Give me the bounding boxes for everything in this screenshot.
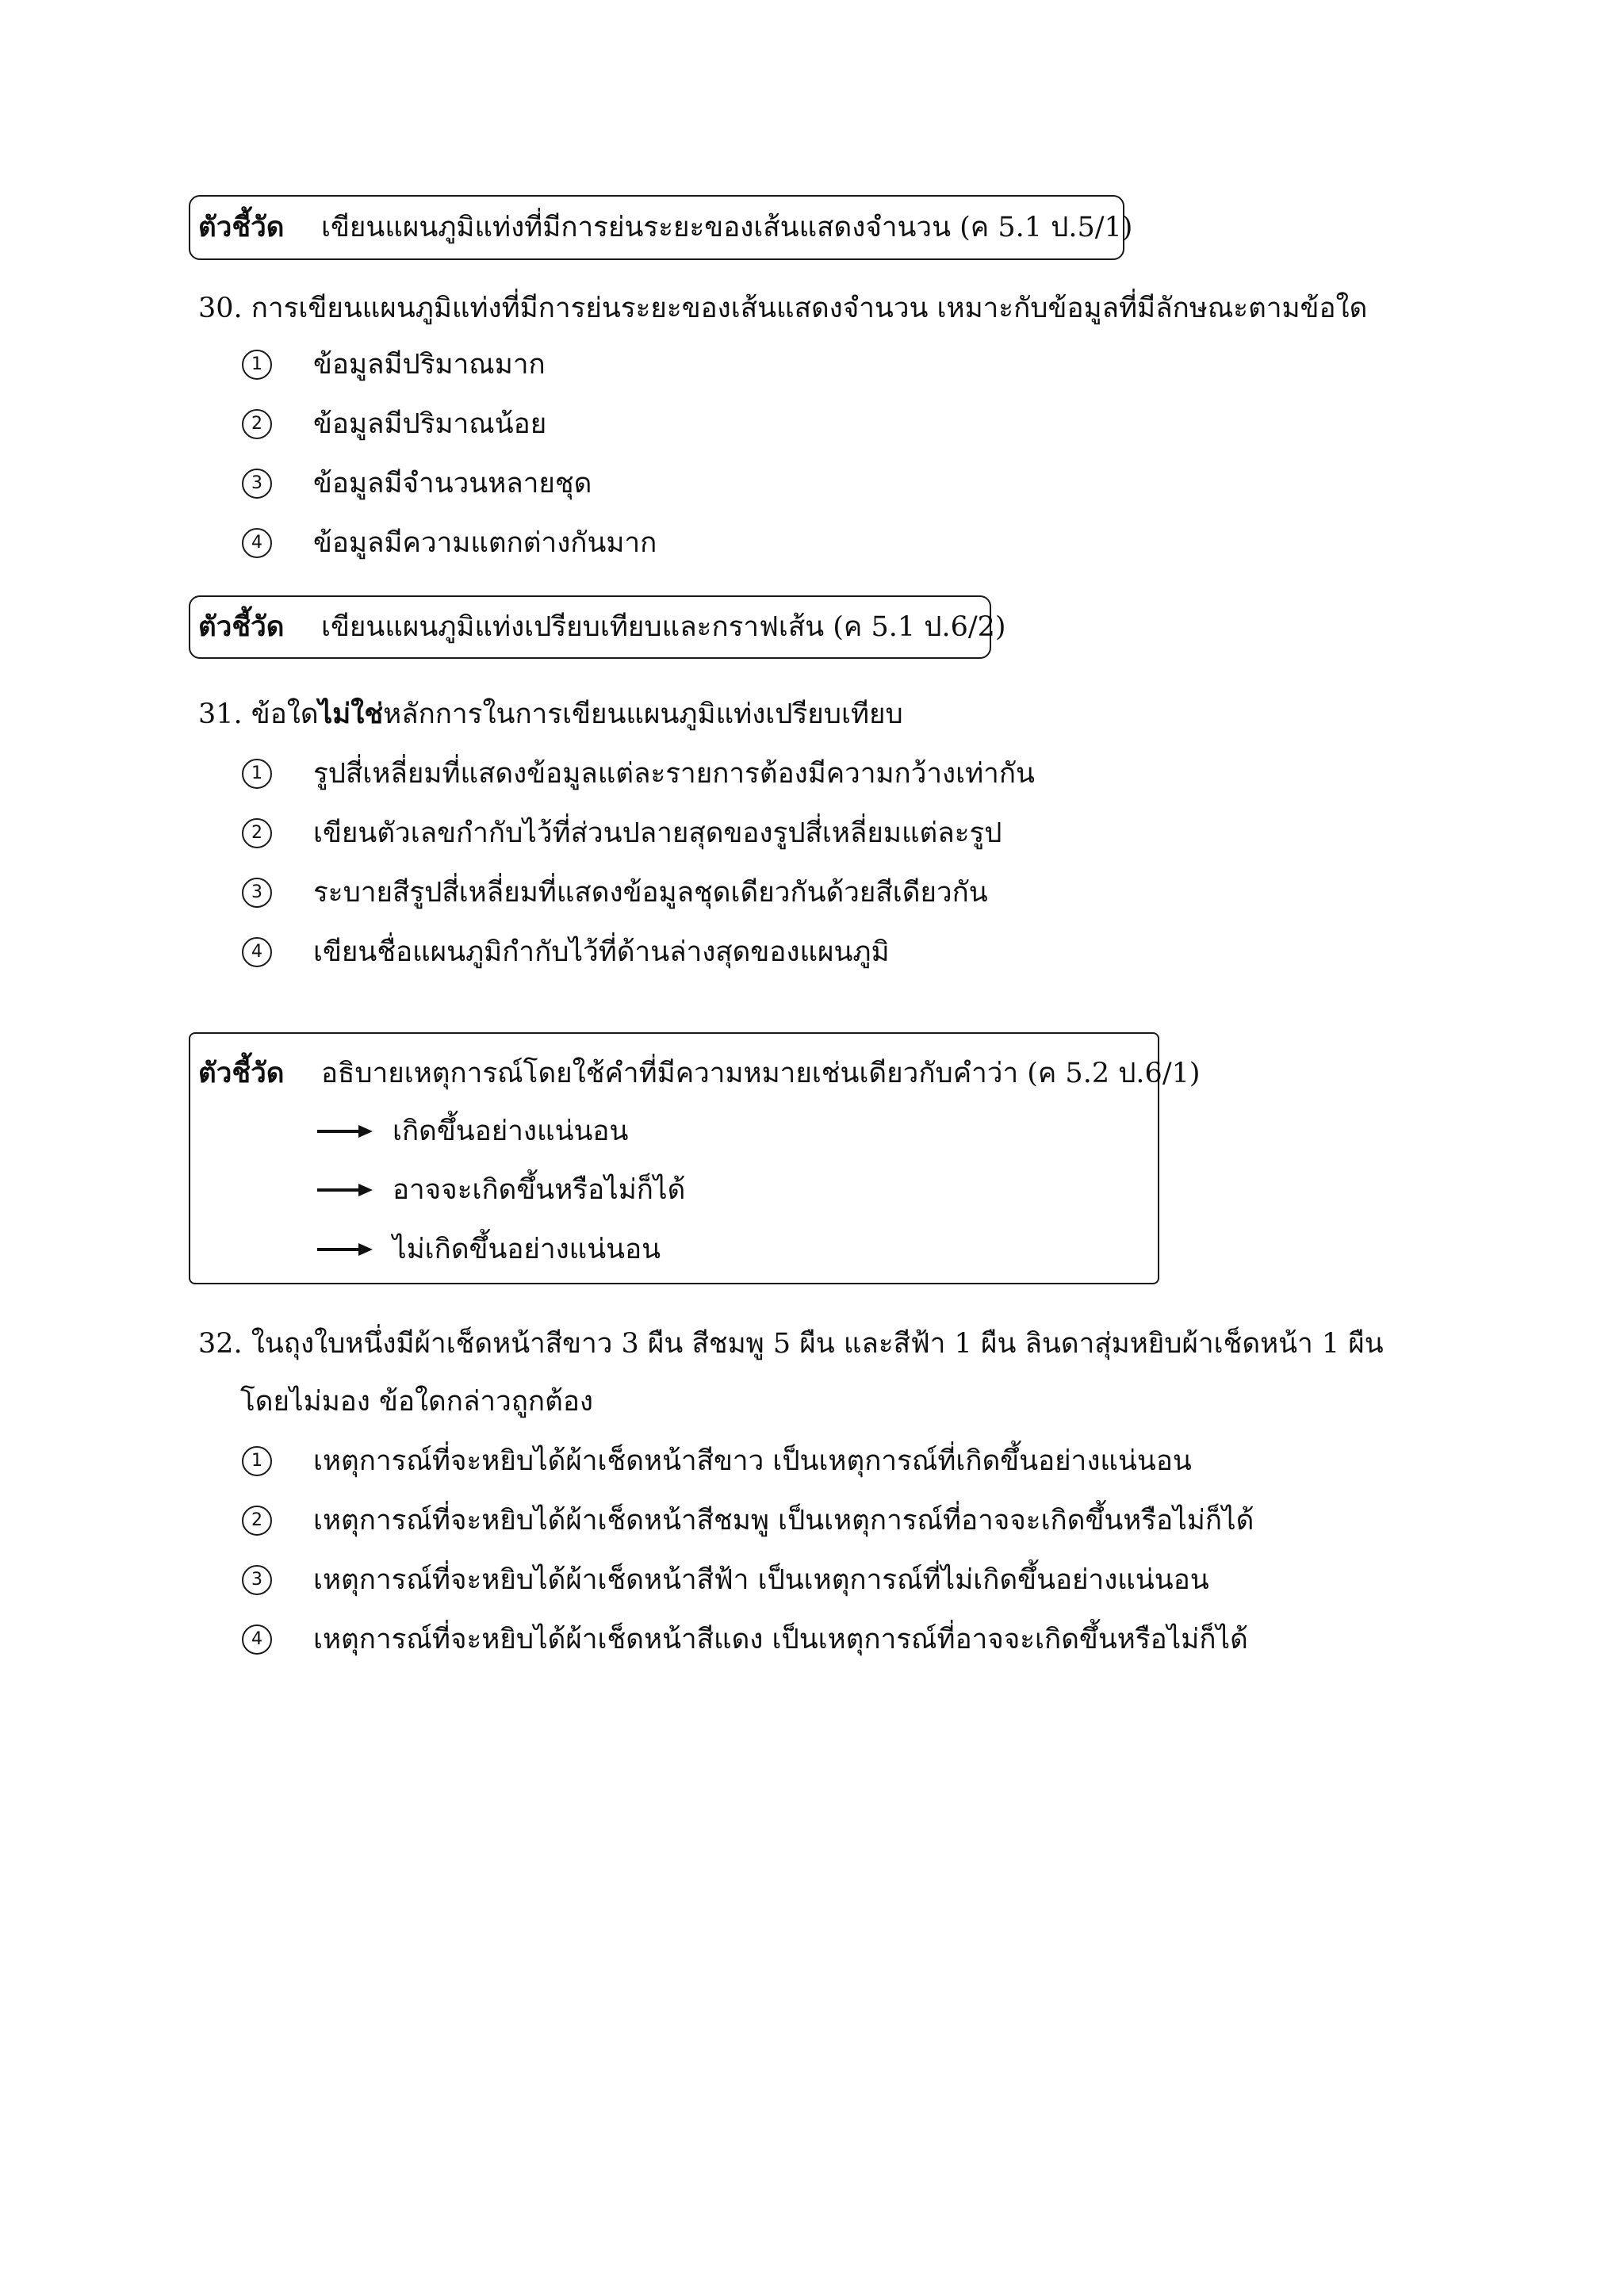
choice-text: เขียนชื่อแผนภูมิกำกับไว้ที่ด้านล่างสุดของแผนภูมิ: [313, 936, 890, 968]
right-arrow-icon: [317, 1125, 373, 1138]
choice-number: 1: [242, 759, 272, 789]
choice-number: 1: [242, 350, 272, 380]
question-32-stem: 32. ในถุงใบหนึ่งมีผ้าเช็ดหน้าสีขาว 3 ผืน สีชมพู 5 ผืน และสีฟ้า 1 ผืน ลินดาสุ่มหยิบผ้าเช็ดหน้า 1 ผืน: [198, 1328, 1384, 1360]
indicator-text: อธิบายเหตุการณ์โดยใช้คำที่มีความหมายเช่นเดียวกับคำว่า (ค 5.2 ป.6/1): [321, 1058, 1201, 1089]
question-31-suffix: หลักการในการเขียนแผนภูมิแท่งเปรียบเทียบ: [383, 698, 903, 730]
question-32-stem-continued: โดยไม่มอง ข้อใดกล่าวถูกต้อง: [240, 1386, 593, 1418]
indicator-text: เขียนแผนภูมิแท่งที่มีการย่นระยะของเส้นแสดงจำนวน (ค 5.1 ป.5/1): [321, 212, 1133, 243]
question-31-emphasis: ไม่ใช่: [318, 698, 384, 730]
choice-text: รูปสี่เหลี่ยมที่แสดงข้อมูลแต่ละรายการต้องมีความกว้างเท่ากัน: [313, 758, 1035, 790]
choice-text: เหตุการณ์ที่จะหยิบได้ผ้าเช็ดหน้าสีฟ้า เป็นเหตุการณ์ที่ไม่เกิดขึ้นอย่างแน่นอน: [313, 1564, 1209, 1596]
choice-text: ข้อมูลมีความแตกต่างกันมาก: [313, 527, 657, 559]
question-30-stem: 30. การเขียนแผนภูมิแท่งที่มีการย่นระยะของเส้นแสดงจำนวน เหมาะกับข้อมูลที่มีลักษณะตามข้อใด: [198, 293, 1368, 324]
indicator-label: ตัวชี้วัด: [198, 1057, 285, 1089]
indicator-item-text: เกิดขึ้นอย่างแน่นอน: [393, 1115, 629, 1147]
choice-text: ระบายสีรูปสี่เหลี่ยมที่แสดงข้อมูลชุดเดียวกันด้วยสีเดียวกัน: [313, 877, 988, 909]
right-arrow-icon: [317, 1184, 373, 1196]
choice-number: 4: [242, 937, 272, 967]
indicator-text: เขียนแผนภูมิแท่งเปรียบเทียบและกราฟเส้น (ค 5.1 ป.6/2): [321, 611, 1006, 643]
choice-number: 2: [242, 818, 272, 848]
choice-number: 3: [242, 1565, 272, 1595]
choice-number: 2: [242, 1506, 272, 1536]
choice-number: 3: [242, 878, 272, 908]
indicator-line: [198, 210, 1133, 245]
question-31-prefix: 31. ข้อใด: [198, 698, 319, 730]
choice-text: ข้อมูลมีปริมาณมาก: [313, 349, 546, 381]
choice-text: ข้อมูลมีปริมาณน้อย: [313, 408, 547, 440]
indicator-label: ตัวชี้วัด: [198, 211, 285, 243]
indicator-box: [189, 195, 1133, 260]
choice-text: ข้อมูลมีจำนวนหลายชุด: [313, 468, 592, 499]
choice-number: 2: [242, 409, 272, 439]
right-arrow-icon: [317, 1243, 373, 1256]
indicator-item-text: อาจจะเกิดขึ้นหรือไม่ก็ได้: [393, 1174, 686, 1206]
choice-text: เหตุการณ์ที่จะหยิบได้ผ้าเช็ดหน้าสีขาว เป็นเหตุการณ์ที่เกิดขึ้นอย่างแน่นอน: [313, 1445, 1192, 1477]
choice-text: เหตุการณ์ที่จะหยิบได้ผ้าเช็ดหน้าสีแดง เป็นเหตุการณ์ที่อาจจะเกิดขึ้นหรือไม่ก็ได้: [313, 1624, 1248, 1655]
indicator-box: [189, 595, 1006, 659]
choice-number: 4: [242, 528, 272, 558]
indicator-box: [189, 1032, 1201, 1284]
indicator-label: ตัวชี้วัด: [198, 610, 285, 643]
choice-number: 1: [242, 1446, 272, 1476]
question-31-stem: [198, 696, 903, 733]
indicator-item-text: ไม่เกิดขึ้นอย่างแน่นอน: [393, 1234, 661, 1265]
choice-number: 4: [242, 1624, 272, 1655]
indicator-line: [198, 610, 1006, 645]
choice-number: 3: [242, 469, 272, 499]
choice-text: เหตุการณ์ที่จะหยิบได้ผ้าเช็ดหน้าสีชมพู เป็นเหตุการณ์ที่อาจจะเกิดขึ้นหรือไม่ก็ได้: [313, 1505, 1254, 1536]
indicator-line: [198, 1056, 1201, 1091]
choice-text: เขียนตัวเลขกำกับไว้ที่ส่วนปลายสุดของรูปสี่เหลี่ยมแต่ละรูป: [313, 817, 1002, 849]
